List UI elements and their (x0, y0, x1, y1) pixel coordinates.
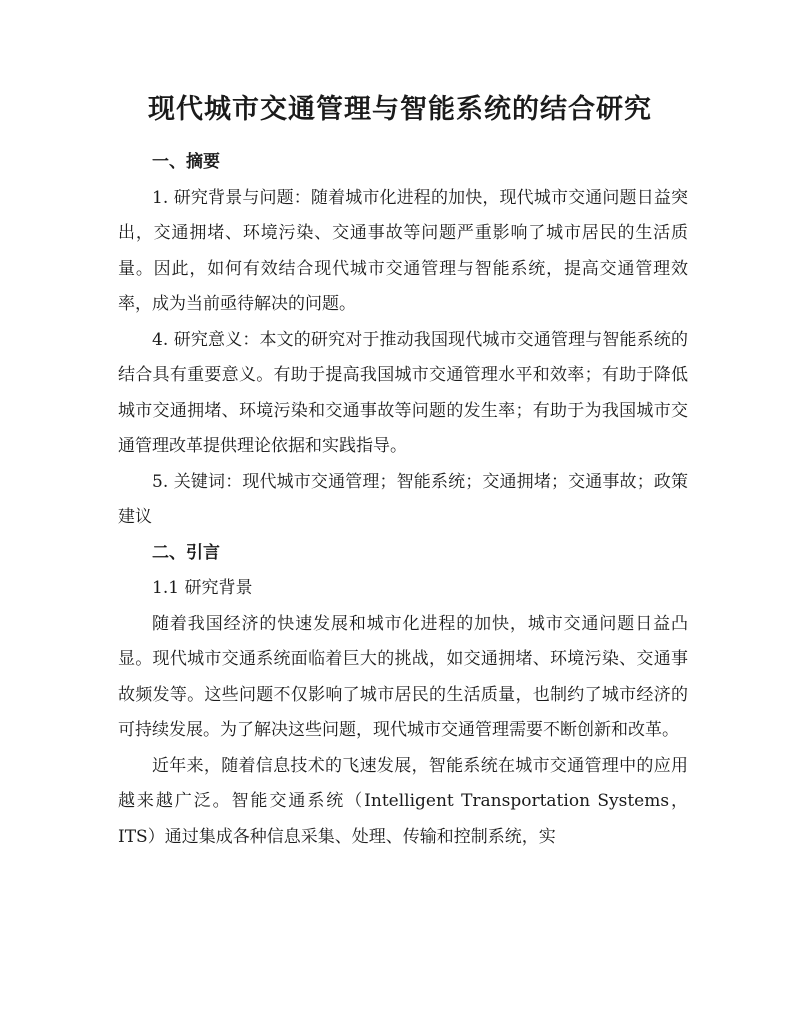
subsection-heading: 1.1 研究背景 (152, 578, 253, 598)
intro-paragraph: 近年来，随着信息技术的飞速发展，智能系统在城市交通管理中的应用越来越广泛。智能交通系统（Intelligent Transportation Systems，ITS）通过集成各种信息采集、处理、传输和控制系统，实 (118, 755, 688, 847)
intro-paragraph: 随着我国经济的快速发展和城市化进程的加快，城市交通问题日益凸显。现代城市交通系统面临着巨大的挑战，如交通拥堵、环境污染、交通事故频发等。这些问题不仅影响了城市居民的生活质量，也制约了城市经济的可持续发展。为了解决这些问题，现代城市交通管理需要不断创新和改革。 (118, 613, 688, 740)
document-title: 现代城市交通管理与智能系统的结合研究 (148, 94, 652, 125)
document-body (118, 145, 688, 855)
abstract-item-significance: 4. 研究意义：本文的研究对于推动我国现代城市交通管理与智能系统的结合具有重要意义。有助于提高我国城市交通管理水平和效率；有助于降低城市交通拥堵、环境污染和交通事故等问题的发生率；有助于为我国城市交通管理改革提供理论依据和实践指导。 (118, 329, 688, 456)
abstract-heading: 一、摘要 (152, 152, 220, 172)
abstract-item-background: 1. 研究背景与问题：随着城市化进程的加快，现代城市交通问题日益突出，交通拥堵、环境污染、交通事故等问题严重影响了城市居民的生活质量。因此，如何有效结合现代城市交通管理与智能系统，提高交通管理效率，成为当前亟待解决的问题。 (118, 187, 688, 314)
abstract-item-keywords: 5. 关键词：现代城市交通管理；智能系统；交通拥堵；交通事故；政策建议 (118, 471, 688, 527)
intro-heading: 二、引言 (152, 542, 220, 563)
